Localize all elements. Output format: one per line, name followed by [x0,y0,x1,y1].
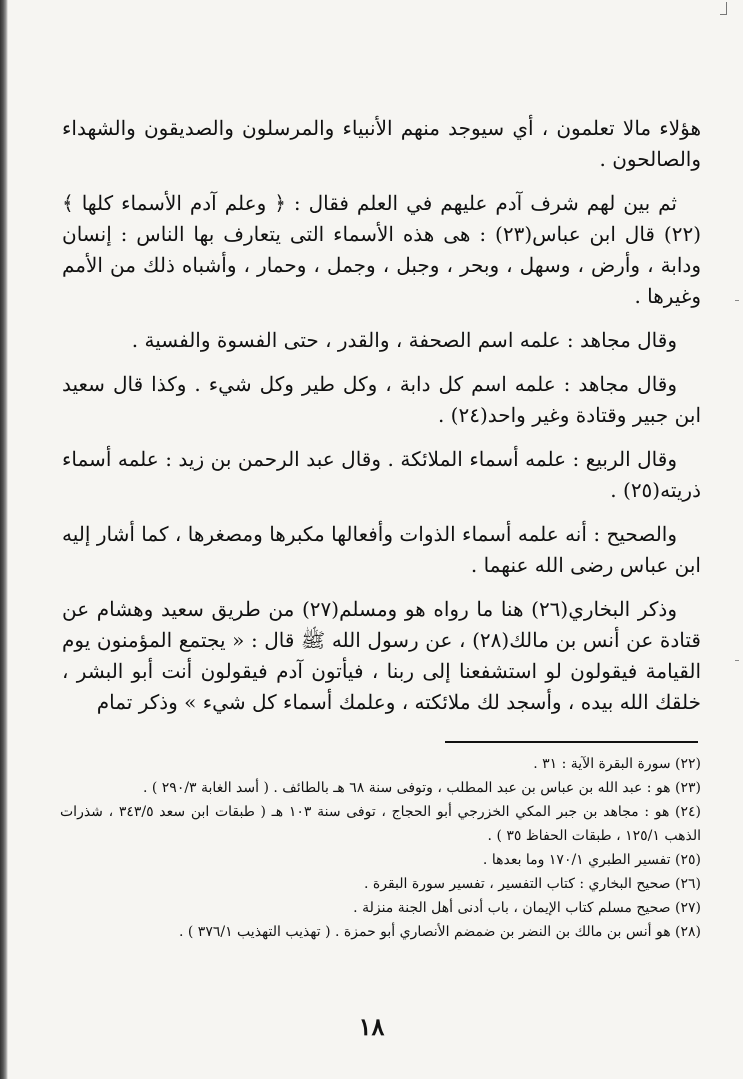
paragraph-7: وذكر البخاري(٢٦) هنا ما رواه هو ومسلم(٢٧) من طريق سعيد وهشام عن قتادة عن أنس بن مالك(٢٨) ، عن رسول الله ﷺ قال : « يجتمع المؤمنون يوم القيامة فيقولون لو استشفعنا إلى ربنا ، فيأتون آدم فيقولون أنت أبو البشر ، خلقك الله بيده ، وأسجد لك ملائكته ، وعلمك أسماء كل شيء » وذكر تمام [62,597,701,714]
paragraph-4: وقال مجاهد : علمه اسم كل دابة ، وكل طير وكل شيء . وكذا قال سعيد ابن جبير وقتادة وغير واحد(٢٤) . [62,372,701,427]
footnote-23: (٢٣) هو : عبد الله بن عباس بن عبد المطلب ، وتوفى سنة ٦٨ هـ بالطائف . ( أسد الغابة ٢٩٠/٣ ) . [142,780,701,796]
corner-mark [720,2,727,15]
footnote-26: (٢٦) صحيح البخاري : كتاب التفسير ، تفسير سورة البقرة . [364,876,701,892]
paragraph-6: والصحيح : أنه علمه أسماء الذوات وأفعالها مكبرها ومصغرها ، كما أشار إليه ابن عباس رضى الله عنهما . [62,522,701,577]
paragraph-1: هؤلاء مالا تعلمون ، أي سيوجد منهم الأنبياء والمرسلون والصديقون والشهداء والصالحون . [62,116,701,171]
footnotes [60,752,701,944]
page-number: ١٨ [358,1012,385,1041]
footnote-27: (٢٧) صحيح مسلم كتاب الإيمان ، باب أدنى أهل الجنة منزلة . [353,900,701,916]
footnote-28: (٢٨) هو أنس بن مالك بن النضر بن ضمضم الأنصاري أبو حمزة . ( تهذيب التهذيب ٣٧٦/١ ) . [178,924,701,940]
footnote-divider [445,741,698,743]
main-text [62,113,701,731]
paragraph-5: وقال الربيع : علمه أسماء الملائكة . وقال عبد الرحمن بن زيد : علمه أسماء ذريته(٢٥) . [62,447,701,502]
footnote-25: (٢٥) تفسير الطبري ١٧٠/١ وما بعدها . [482,852,701,868]
paragraph-3: وقال مجاهد : علمه اسم الصحفة ، والقدر ، حتى الفسوة والفسية . [131,328,677,352]
footnote-24: (٢٤) هو : مجاهد بن جبر المكي الخزرجي أبو الحجاج ، توفى سنة ١٠٣ هـ ( طبقات ابن سعد ٣٤٣/٥ ، شذرات الذهب ١٢٥/١ ، طبقات الحفاظ ٣٥ ) . [60,804,701,844]
margin-tick [735,300,739,301]
page-binding-edge [0,0,8,1079]
paragraph-2: ثم بين لهم شرف آدم عليهم في العلم فقال : ﴿ وعلم آدم الأسماء كلها ﴾(٢٢) قال ابن عباس(٢٣) : هى هذه الأسماء التى يتعارف بها الناس : إنسان ودابة ، وأرض ، وسهل ، وبحر ، وجبل ، وجمل ، وحمار ، وأشباه ذلك من الأمم وغيرها . [62,191,701,308]
footnote-22: (٢٢) سورة البقرة الآية : ٣١ . [533,756,701,772]
margin-tick [735,660,739,661]
